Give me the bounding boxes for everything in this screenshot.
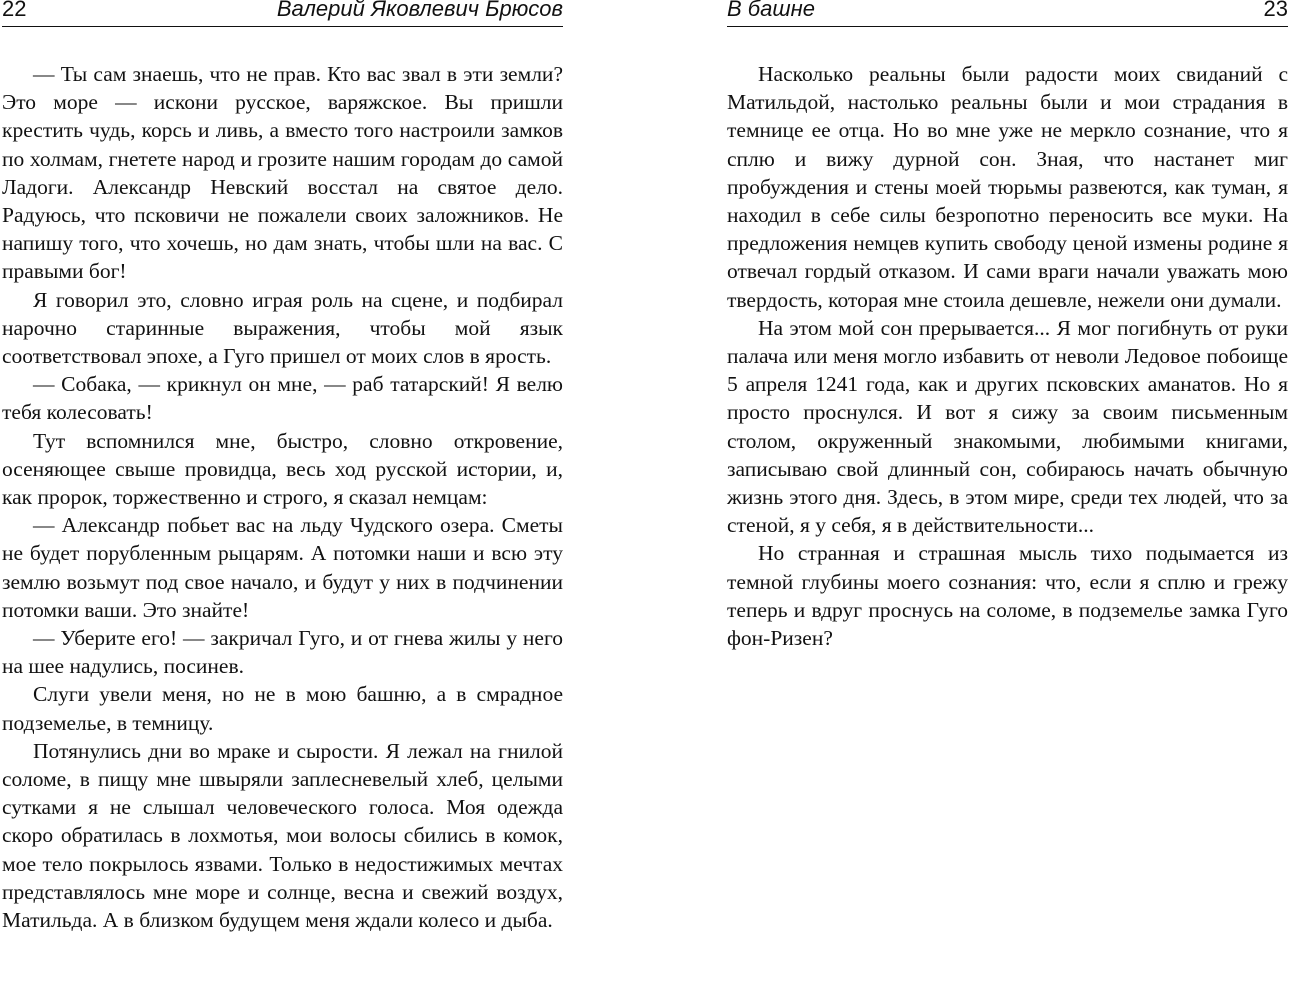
- paragraph: — Собака, — крикнул он мне, — раб татарский! Я велю тебя колесовать!: [2, 372, 563, 425]
- header-rule-left: [2, 26, 563, 27]
- paragraph: — Александр побьет вас на льду Чудского озера. Сметы не будет порубленным рыцарям. А потомки наши и всю эту землю возьмут под свое начало, и будут у них в подчинении потомки ваши. Это знайте!: [2, 513, 563, 622]
- right-page-text: [727, 60, 1288, 652]
- paragraph: — Ты сам знаешь, что не прав. Кто вас звал в эти земли? Это море — искони русское, варяжское. Вы пришли крестить чудь, корсь и ливь, а вместо того настроили замков по холмам, гнетете народ и грозите нашим городам до самой Ладоги. Александр Невский восстал на святое дело. Радуюсь, что псковичи не пожалели своих заложников. Не напишу того, что хочешь, но дам знать, чтобы шли на вас. С правыми бог!: [2, 62, 563, 284]
- paragraph: Потянулись дни во мраке и сырости. Я лежал на гнилой соломе, в пищу мне швыряли заплесневелый хлеб, целыми сутками я не слышал человеческого голоса. Моя одежда скоро обратилась в лохмотья, мои волосы сбились в комок, мое тело покрылось язвами. Только в недостижимых мечтах представлялось мне море и солнце, весна и свежий воздух, Матильда. А в близком будущем меня ждали колесо и дыба.: [2, 738, 563, 933]
- paragraph: — Уберите его! — закричал Гуго, и от гнева жилы у него на шее надулись, посинев.: [2, 626, 563, 679]
- chapter-title-header: В башне: [727, 0, 815, 21]
- left-running-head: [2, 0, 563, 22]
- header-rule-right: [727, 26, 1288, 27]
- left-page: [2, 0, 563, 991]
- left-page-text: [2, 60, 563, 934]
- paragraph: Слуги увели меня, но не в мою башню, а в смрадное подземелье, в темницу.: [2, 682, 563, 735]
- right-running-head: [727, 0, 1288, 22]
- author-name-header: Валерий Яковлевич Брюсов: [276, 0, 563, 21]
- paragraph: Тут вспомнился мне, быстро, словно откровение, осеняющее свыше провидца, весь ход русской истории, и, как пророк, торжественно и строго, я сказал немцам:: [2, 428, 563, 510]
- paragraph: Я говорил это, словно играя роль на сцене, и подбирал нарочно старинные выражения, чтобы мой язык соответствовал эпохе, а Гуго пришел от моих слов в ярость.: [2, 287, 563, 369]
- page-number-left: 22: [2, 0, 27, 21]
- paragraph: Насколько реальны были радости моих свиданий с Матильдой, настолько реальны были и мои страдания в темнице ее отца. Но во мне уже не меркло сознание, что я сплю и вижу дурной сон. Зная, что настанет миг пробуждения и стены моей тюрьмы развеются, как туман, я находил в себе силы безропотно переносить все муки. На предложения немцев купить свободу ценой измены родине я отвечал гордый отказом. И сами враги начали уважать мою твердость, которая мне стоила дешевле, нежели они думали.: [727, 62, 1288, 312]
- paragraph: На этом мой сон прерывается... Я мог погибнуть от руки палача или меня могло избавить от неволи Ледовое побоище 5 апреля 1241 года, как и других псковских аманатов. Но я просто проснулся. И вот я сижу за своим письменным столом, окруженный знакомыми, любимыми книгами, записываю свой длинный сон, собираюсь начать обычную жизнь этого дня. Здесь, в этом мире, среди тех людей, что за стеной, я у себя, я в действительности...: [727, 315, 1288, 538]
- paragraph: Но странная и страшная мысль тихо подымается из темной глубины моего сознания: что, если я сплю и грежу теперь и вдруг проснусь на соломе, в подземелье замка Гуго фон-Ризен?: [727, 541, 1288, 651]
- right-page: [727, 0, 1288, 991]
- page-number-right: 23: [1263, 0, 1288, 21]
